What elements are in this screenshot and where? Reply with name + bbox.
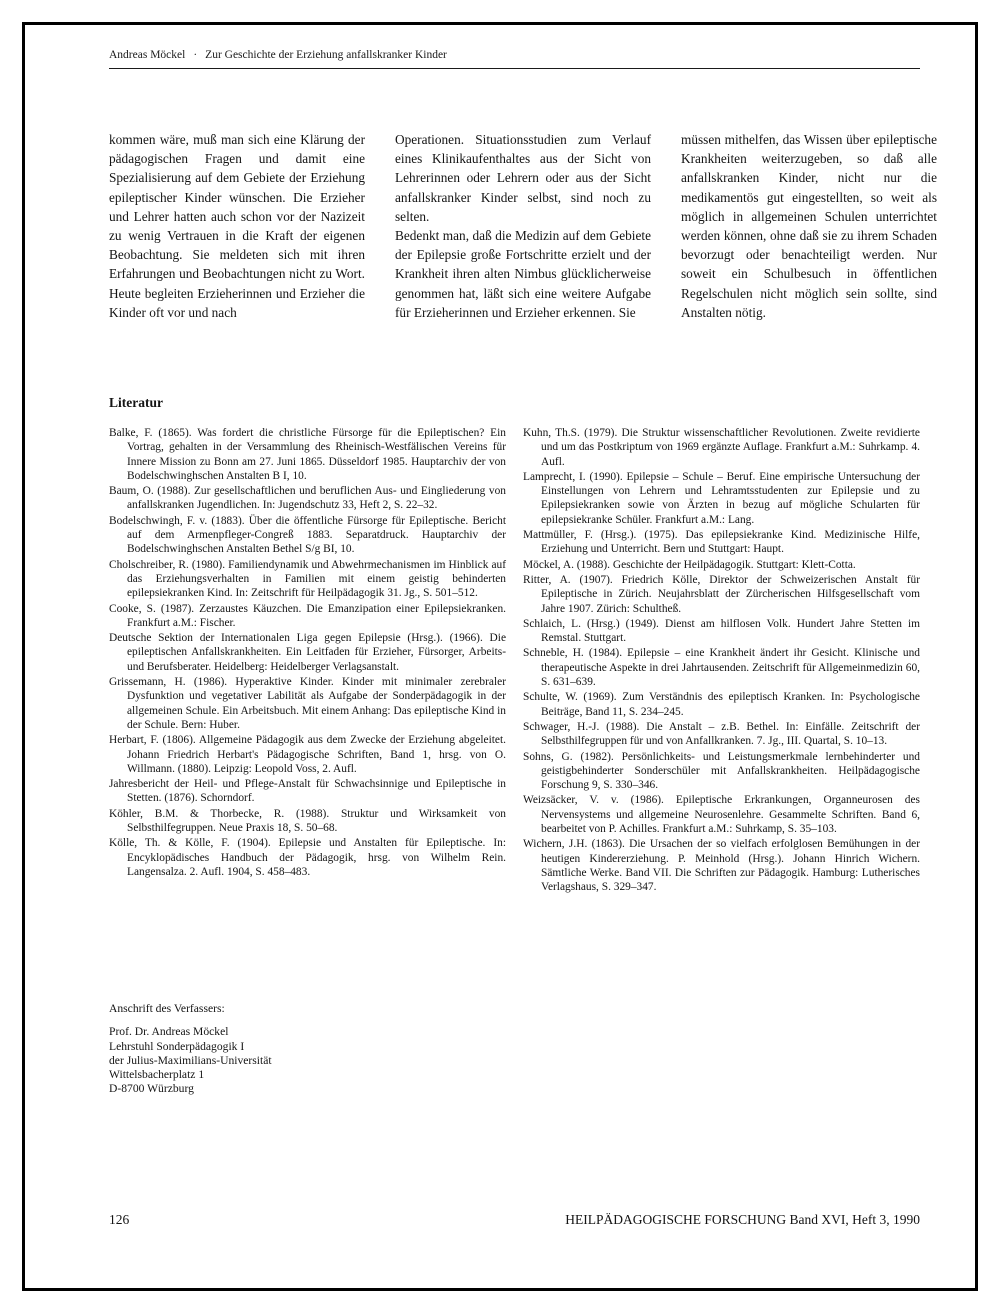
address-line: der Julius-Maximilians-Universität: [109, 1053, 272, 1067]
bibliography: [109, 426, 920, 896]
body-text: [109, 130, 935, 322]
running-header: [109, 48, 920, 62]
body-column-3: müssen mithelfen, das Wissen über epileptische Krankheiten weiterzugeben, so daß alle anfallskranken Kinder, nicht nur die medikamentös gut eingestellten, so weit als möglich in allgemeinen Schulen unterrichtet werden können, ohne daß sie zu ihrem Schaden bevorzugt oder benachteiligt werden. Nur soweit ein Schulbesuch in öffentlichen Regelschulen nicht möglich sein sollte, sind Anstalten nötig.: [681, 132, 937, 320]
bibliography-entry: Schwager, H.-J. (1988). Die Anstalt – z.B. Bethel. In: Einfälle. Zeitschrift der Selbsthilfegruppen für und von Anfallkranken. 7. Jg., III. Quartal, S. 10–13.: [523, 720, 920, 748]
bibliography-entry: Cooke, S. (1987). Zerzaustes Käuzchen. Die Emanzipation einer Epilepsiekranken. Frankfurt a.M.: Fischer.: [109, 602, 506, 629]
page-footer: [109, 1212, 920, 1228]
bibliography-entry: Kölle, Th. & Kölle, F. (1904). Epilepsie und Anstalten für Epileptische. In: Encyklopädisches Handbuch der Pädagogik, hrsg. von Wilhelm Rein. Langensalza. 2. Aufl. 1904, S. 458–483.: [109, 837, 506, 878]
bibliography-entry: Herbart, F. (1806). Allgemeine Pädagogik aus dem Zwecke der Erziehung abgeleitet. Johann Friedrich Herbart's Pädagogische Schriften, Band 1, hrsg. von O. Willmann. (1880). Leipzig: Leopold Voss, 2. Aufl.: [109, 734, 506, 775]
author-address: [109, 1002, 509, 1097]
address-line: Wittelsbacherplatz 1: [109, 1068, 205, 1082]
bibliography-entry: Kuhn, Th.S. (1979). Die Struktur wissenschaftlicher Revolutionen. Zweite revidierte und um das Postkriptum von 1969 ergänzte Auflage. Frankfurt a.M.: Suhrkamp. 4. Aufl.: [523, 427, 920, 468]
header-author: Andreas Möckel: [109, 49, 186, 61]
bibliography-entry: Cholschreiber, R. (1980). Familiendynamik und Abwehrmechanismen im Hinblick auf das Erziehungsverhalten in Familien mit einem geistig behinderten epilepsiekranken Kind. In: Zeitschrift für Heilpädagogik 31. Jg., S. 501–512.: [109, 558, 506, 600]
bibliography-entry: Weizsäcker, V. v. (1986). Epileptische Erkrankungen, Organneurosen des Nervensystems und allgemeine Neurosenlehre. Gesammelte Schriften. Band 6, bearbeitet von P. Achilles. Frankfurt a.M.: Suhrkamp, S. 35–103.: [523, 794, 920, 836]
bibliography-entry: Wichern, J.H. (1863). Die Ursachen der so vielfach erfolglosen Bemühungen in der heutigen Kindererziehung. P. Meinhold (Hrsg.). Johann Hinrich Wichern. Sämtliche Werke. Band VII. Die Schriften zur Pädagogik. Hamburg: Lutherisches Verlagshaus, S. 329–347.: [523, 838, 920, 894]
bibliography-entry: Ritter, A. (1907). Friedrich Kölle, Direktor der Schweizerischen Anstalt für Epileptische in Zürich. Neujahrsblatt der Zürcherischen Hilfsgesellschaft vom Jahre 1907. Zürich: Schultheß.: [523, 573, 920, 615]
bibliography-entry: Schlaich, L. (Hrsg.) (1949). Dienst am hilflosen Volk. Hundert Jahre Stetten im Remstal. Stuttgart.: [523, 617, 920, 645]
bibliography-entry: Baum, O. (1988). Zur gesellschaftlichen und beruflichen Aus- und Eingliederung von anfallskranken Jugendlichen. In: Jugendschutz 33, Heft 2, S. 22–32.: [109, 485, 506, 512]
header-rule: [109, 68, 920, 69]
bibliography-entry: Schulte, W. (1969). Zum Verständnis des epileptisch Kranken. In: Psychologische Beiträge, Band 11, S. 234–245.: [523, 691, 920, 718]
header-separator: ·: [193, 49, 198, 61]
address-label: Anschrift des Verfassers:: [109, 1002, 225, 1015]
address-line: Prof. Dr. Andreas Möckel: [109, 1025, 229, 1039]
bibliography-entry: Köhler, B.M. & Thorbecke, R. (1988). Struktur und Wirksamkeit von Selbsthilfegruppen. Neue Praxis 18, S. 50–68.: [109, 807, 506, 835]
bibliography-entry: Möckel, A. (1988). Geschichte der Heilpädagogik. Stuttgart: Klett-Cotta.: [523, 558, 856, 571]
address-line: Lehrstuhl Sonderpädagogik I: [109, 1039, 245, 1053]
bibliography-entry: Sohns, G. (1982). Persönlichkeits- und Leistungsmerkmale lernbehinderter und geistigbehinderter Sonderschüler mit Anfallskrankheiten. Heilpädagogische Forschung 9, S. 330–346.: [523, 750, 920, 792]
body-column-1: kommen wäre, muß man sich eine Klärung der pädagogischen Fragen und damit eine Spezialisierung auf dem Gebiete der Erziehung epileptischer Kinder wünschen. Die Erzieher und Lehrer hatten auch schon vor der Nazizeit zu wenig Vertrauen in die Kraft der eigenen Beobachtung. Sie meldeten sich mit ihren Erfahrungen und Beobachtungen nicht zu Wort. Heute begleiten Erzieherinnen und Erzieher die Kinder oft vor und nach: [109, 132, 365, 320]
literature-heading: Literatur: [109, 395, 163, 410]
page-number: 126: [109, 1212, 130, 1227]
bibliography-right-column: [523, 426, 920, 896]
bibliography-entry: Grissemann, H. (1986). Hyperaktive Kinder. Kinder mit minimaler zerebraler Dysfunktion und vegetativer Labilität als Aufgabe der Sonderpädagogik in der allgemeinen Schule. Ein Arbeitsbuch. Mit einem Anhang: Das epileptische Kind in der Schule. Bern: Huber.: [109, 676, 506, 731]
address-line: D-8700 Würzburg: [109, 1082, 194, 1096]
bibliography-entry: Bodelschwingh, F. v. (1883). Über die öffentliche Fürsorge für Epileptische. Bericht auf dem Armenpfleger-Congreß 1883. Separatdruck. Hauptarchiv der Bodelschwinghschen Anstalten Bethel S/g BI, 10.: [109, 514, 506, 556]
address-lines: [109, 1025, 509, 1096]
bibliography-entry: Deutsche Sektion der Internationalen Liga gegen Epilepsie (Hrsg.). (1966). Die epileptischen Anfallskrankheiten. Ein Leitfaden für Erzieher, Fürsorger, Arbeits- und Berufsberater. Heidelberg: Heidelberger Verlagsanstalt.: [109, 632, 506, 673]
bibliography-entry: Schneble, H. (1984). Epilepsie – eine Krankheit ändert ihr Gesicht. Klinische und therapeutische Aspekte in drei Jahrtausenden. Zeitschrift für Allgemeinmedizin 60, S. 631–639.: [523, 647, 920, 689]
bibliography-entry: Lamprecht, I. (1990). Epilepsie – Schule – Beruf. Eine empirische Untersuchung der Einstellungen von Lehrern und Lehramtsstudenten zur Epilepsie und zu Epilepsiekranken sowie von Ärzten in bezug auf mögliche Schularten für epilepsiekranke Schüler. Frankfurt a.M.: Lang.: [523, 470, 920, 526]
bibliography-entry: Jahresbericht der Heil- und Pflege-Anstalt für Schwachsinnige und Epileptische in Stetten. (1876). Schorndorf.: [109, 778, 506, 805]
body-column-2: Operationen. Situationsstudien zum Verlauf eines Klinikaufenthaltes aus der Sicht von Lehrerinnen oder Lehrern oder aus der Sicht anfallskranker Kinder selbst, sind noch zu selten. Bedenkt man, daß die Medizin auf dem Gebiete der Epilepsie große Fortschritte erzielt und der Krankheit ihren alten Nimbus glücklicherweise genommen hat, läßt sich eine weitere Aufgabe für Erzieherinnen und Erzieher erkennen. Sie: [395, 132, 651, 320]
bibliography-entry: Balke, F. (1865). Was fordert die christliche Fürsorge für die Epileptischen? Ein Vortrag, gehalten in der Versammlung des Rheinisch-Westfälischen Vereins für Innere Mission zu Bonn am 27. Juni 1865. Düsseldorf 1985. Hauptarchiv der von Bodelschwinghschen Anstalten B I, 10.: [109, 427, 506, 482]
bibliography-entry: Mattmüller, F. (Hrsg.). (1975). Das epilepsiekranke Kind. Medizinische Hilfe, Erziehung und Unterricht. Bern und Stuttgart: Haupt.: [523, 529, 920, 556]
header-title: Zur Geschichte der Erziehung anfallskranker Kinder: [205, 49, 447, 61]
bibliography-left-column: [109, 426, 506, 896]
journal-citation: HEILPÄDAGOGISCHE FORSCHUNG Band XVI, Heft 3, 1990: [565, 1212, 920, 1227]
